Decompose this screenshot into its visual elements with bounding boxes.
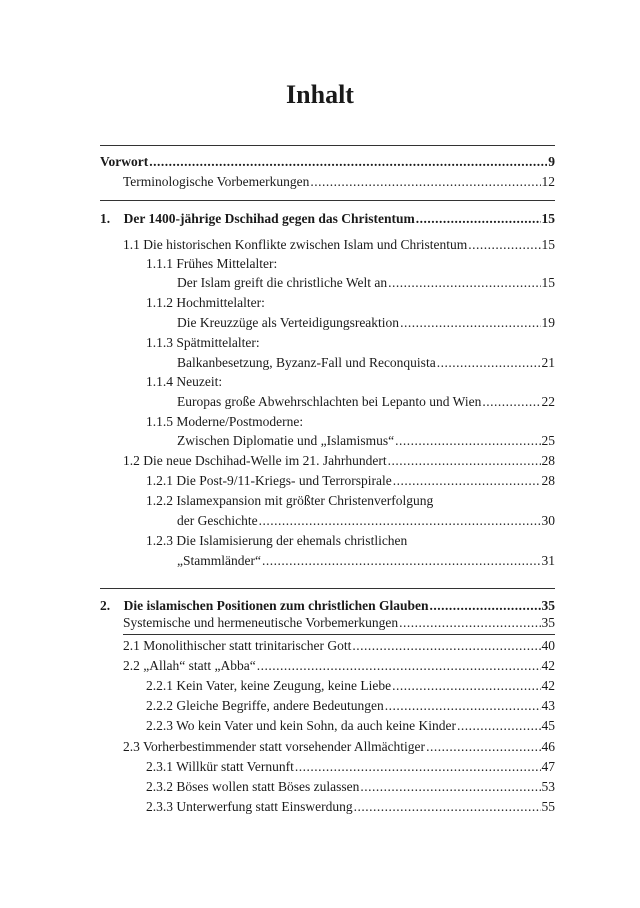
toc-entry-label: 1.2.1 Die Post-9/11-Kriegs- und Terrorspirale — [146, 473, 392, 488]
page-number: 35 — [541, 615, 555, 630]
page-number: 15 — [541, 211, 555, 226]
dot-leader — [426, 737, 540, 757]
toc-entry[interactable] — [177, 511, 555, 531]
toc-entry[interactable] — [123, 451, 555, 471]
dot-leader — [259, 511, 541, 531]
page-number: 28 — [541, 473, 555, 488]
page-number: 22 — [541, 394, 555, 409]
page-number: 15 — [541, 275, 555, 290]
page-number: 21 — [541, 355, 555, 370]
toc-entry-label: Der Islam greift die christliche Welt an — [177, 275, 388, 290]
page-title: Inhalt — [286, 80, 354, 109]
dot-leader — [257, 656, 541, 676]
toc-entry[interactable] — [123, 636, 555, 656]
page-number: 31 — [541, 553, 555, 568]
toc-entry[interactable] — [123, 172, 555, 192]
page-number: 15 — [541, 237, 555, 252]
toc-entry[interactable] — [177, 273, 555, 293]
page-number: 25 — [541, 433, 555, 448]
toc-entry[interactable] — [123, 613, 555, 633]
page-number: 46 — [541, 739, 555, 754]
toc-entry-label: 2.1 Monolithischer statt trinitarischer Gott — [123, 638, 352, 653]
toc-subheading[interactable]: 1.1.1 Frühes Mittelalter: — [146, 256, 278, 271]
dot-leader — [149, 152, 547, 172]
toc-entry[interactable] — [177, 392, 555, 412]
page-number: 35 — [541, 598, 555, 613]
dot-leader — [295, 757, 541, 777]
dot-leader — [392, 676, 540, 696]
toc-chapter-1[interactable] — [100, 209, 555, 229]
toc-entry-label: 2.3.3 Unterwerfung statt Einswerdung — [146, 799, 353, 814]
toc-subheading[interactable]: 1.1.2 Hochmittelalter: — [146, 295, 265, 310]
page-number: 28 — [541, 453, 555, 468]
toc-entry-label: Systemische und hermeneutische Vorbemerkungen — [123, 615, 399, 630]
toc-entry-label: 2. Die islamischen Positionen zum christlichen Glauben — [100, 598, 429, 613]
dot-leader — [388, 273, 540, 293]
dot-leader — [360, 777, 540, 797]
dot-leader — [354, 797, 541, 817]
toc-entry-label: 1. Der 1400-jährige Dschihad gegen das Christentum — [100, 211, 415, 226]
toc-subheading[interactable]: 1.1.3 Spätmittelalter: — [146, 335, 260, 350]
toc-subheading[interactable]: 1.2.2 Islamexpansion mit größter Christenverfolgung — [146, 493, 434, 508]
page-number: 19 — [541, 315, 555, 330]
subsection-divider — [123, 634, 555, 635]
toc-entry-label: Balkanbesetzung, Byzanz-Fall und Reconquista — [177, 355, 436, 370]
toc-entry-label: 2.3.2 Böses wollen statt Böses zulassen — [146, 779, 360, 794]
dot-leader — [457, 716, 541, 736]
dot-leader — [395, 431, 540, 451]
dot-leader — [385, 696, 541, 716]
toc-entry-label: Europas große Abwehrschlachten bei Lepanto und Wien — [177, 394, 482, 409]
toc-subheading[interactable]: 1.1.4 Neuzeit: — [146, 374, 223, 389]
page-number: 47 — [541, 759, 555, 774]
dot-leader — [437, 353, 541, 373]
toc-entry-label: 2.3.1 Willkür statt Vernunft — [146, 759, 294, 774]
toc-entry-label: 2.2.2 Gleiche Begriffe, andere Bedeutungen — [146, 698, 384, 713]
page-number: 30 — [541, 513, 555, 528]
toc-entry-label: 2.2.3 Wo kein Vater und kein Sohn, da auch keine Kinder — [146, 718, 456, 733]
toc-entry-label: Die Kreuzzüge als Verteidigungsreaktion — [177, 315, 400, 330]
page-number: 12 — [541, 174, 555, 189]
toc-entry[interactable] — [146, 797, 555, 817]
toc-entry[interactable] — [177, 431, 555, 451]
toc-entry-label: Terminologische Vorbemerkungen — [123, 174, 310, 189]
toc-entry-vorwort[interactable] — [100, 152, 555, 172]
toc-entry-label: 2.2 „Allah“ statt „Abba“ — [123, 658, 256, 673]
dot-leader — [468, 235, 540, 255]
toc-entry-label: Vorwort — [100, 154, 149, 169]
toc-entry-label: der Geschichte — [177, 513, 258, 528]
page-number: 55 — [541, 799, 555, 814]
top-rule — [100, 145, 555, 146]
toc-entry[interactable] — [146, 757, 555, 777]
toc-entry[interactable] — [146, 716, 555, 736]
toc-entry-label: 1.2 Die neue Dschihad-Welle im 21. Jahrhundert — [123, 453, 387, 468]
page-number: 42 — [541, 658, 555, 673]
toc-entry[interactable] — [123, 656, 555, 676]
section-divider — [100, 588, 555, 589]
toc-entry[interactable] — [146, 777, 555, 797]
page-number: 9 — [548, 154, 555, 169]
dot-leader — [399, 613, 540, 633]
dot-leader — [388, 451, 541, 471]
toc-entry[interactable] — [177, 551, 555, 571]
dot-leader — [352, 636, 540, 656]
toc-entry[interactable] — [146, 696, 555, 716]
toc-entry-label: 2.3 Vorherbestimmender statt vorsehender Allmächtiger — [123, 739, 426, 754]
dot-leader — [416, 209, 541, 229]
page-number: 53 — [541, 779, 555, 794]
dot-leader — [482, 392, 540, 412]
toc-entry[interactable] — [177, 353, 555, 373]
toc-subheading[interactable]: 1.1.5 Moderne/Postmoderne: — [146, 414, 304, 429]
toc-entry[interactable] — [123, 737, 555, 757]
toc-entry[interactable] — [146, 676, 555, 696]
toc-subheading[interactable]: 1.2.3 Die Islamisierung der ehemals christlichen — [146, 533, 408, 548]
dot-leader — [310, 172, 540, 192]
toc-entry-label: „Stammländer“ — [177, 553, 261, 568]
page-number: 40 — [541, 638, 555, 653]
toc-entry[interactable] — [146, 471, 555, 491]
dot-leader — [262, 551, 541, 571]
section-divider — [100, 200, 555, 201]
toc-entry-label: 2.2.1 Kein Vater, keine Zeugung, keine Liebe — [146, 678, 392, 693]
toc-entry[interactable] — [123, 235, 555, 255]
page-number: 42 — [541, 678, 555, 693]
toc-entry[interactable] — [177, 313, 555, 333]
page-number: 45 — [541, 718, 555, 733]
dot-leader — [400, 313, 540, 333]
toc-entry-label: Zwischen Diplomatie und „Islamismus“ — [177, 433, 395, 448]
dot-leader — [393, 471, 541, 491]
toc-entry-label: 1.1 Die historischen Konflikte zwischen Islam und Christentum — [123, 237, 468, 252]
page-number: 43 — [541, 698, 555, 713]
